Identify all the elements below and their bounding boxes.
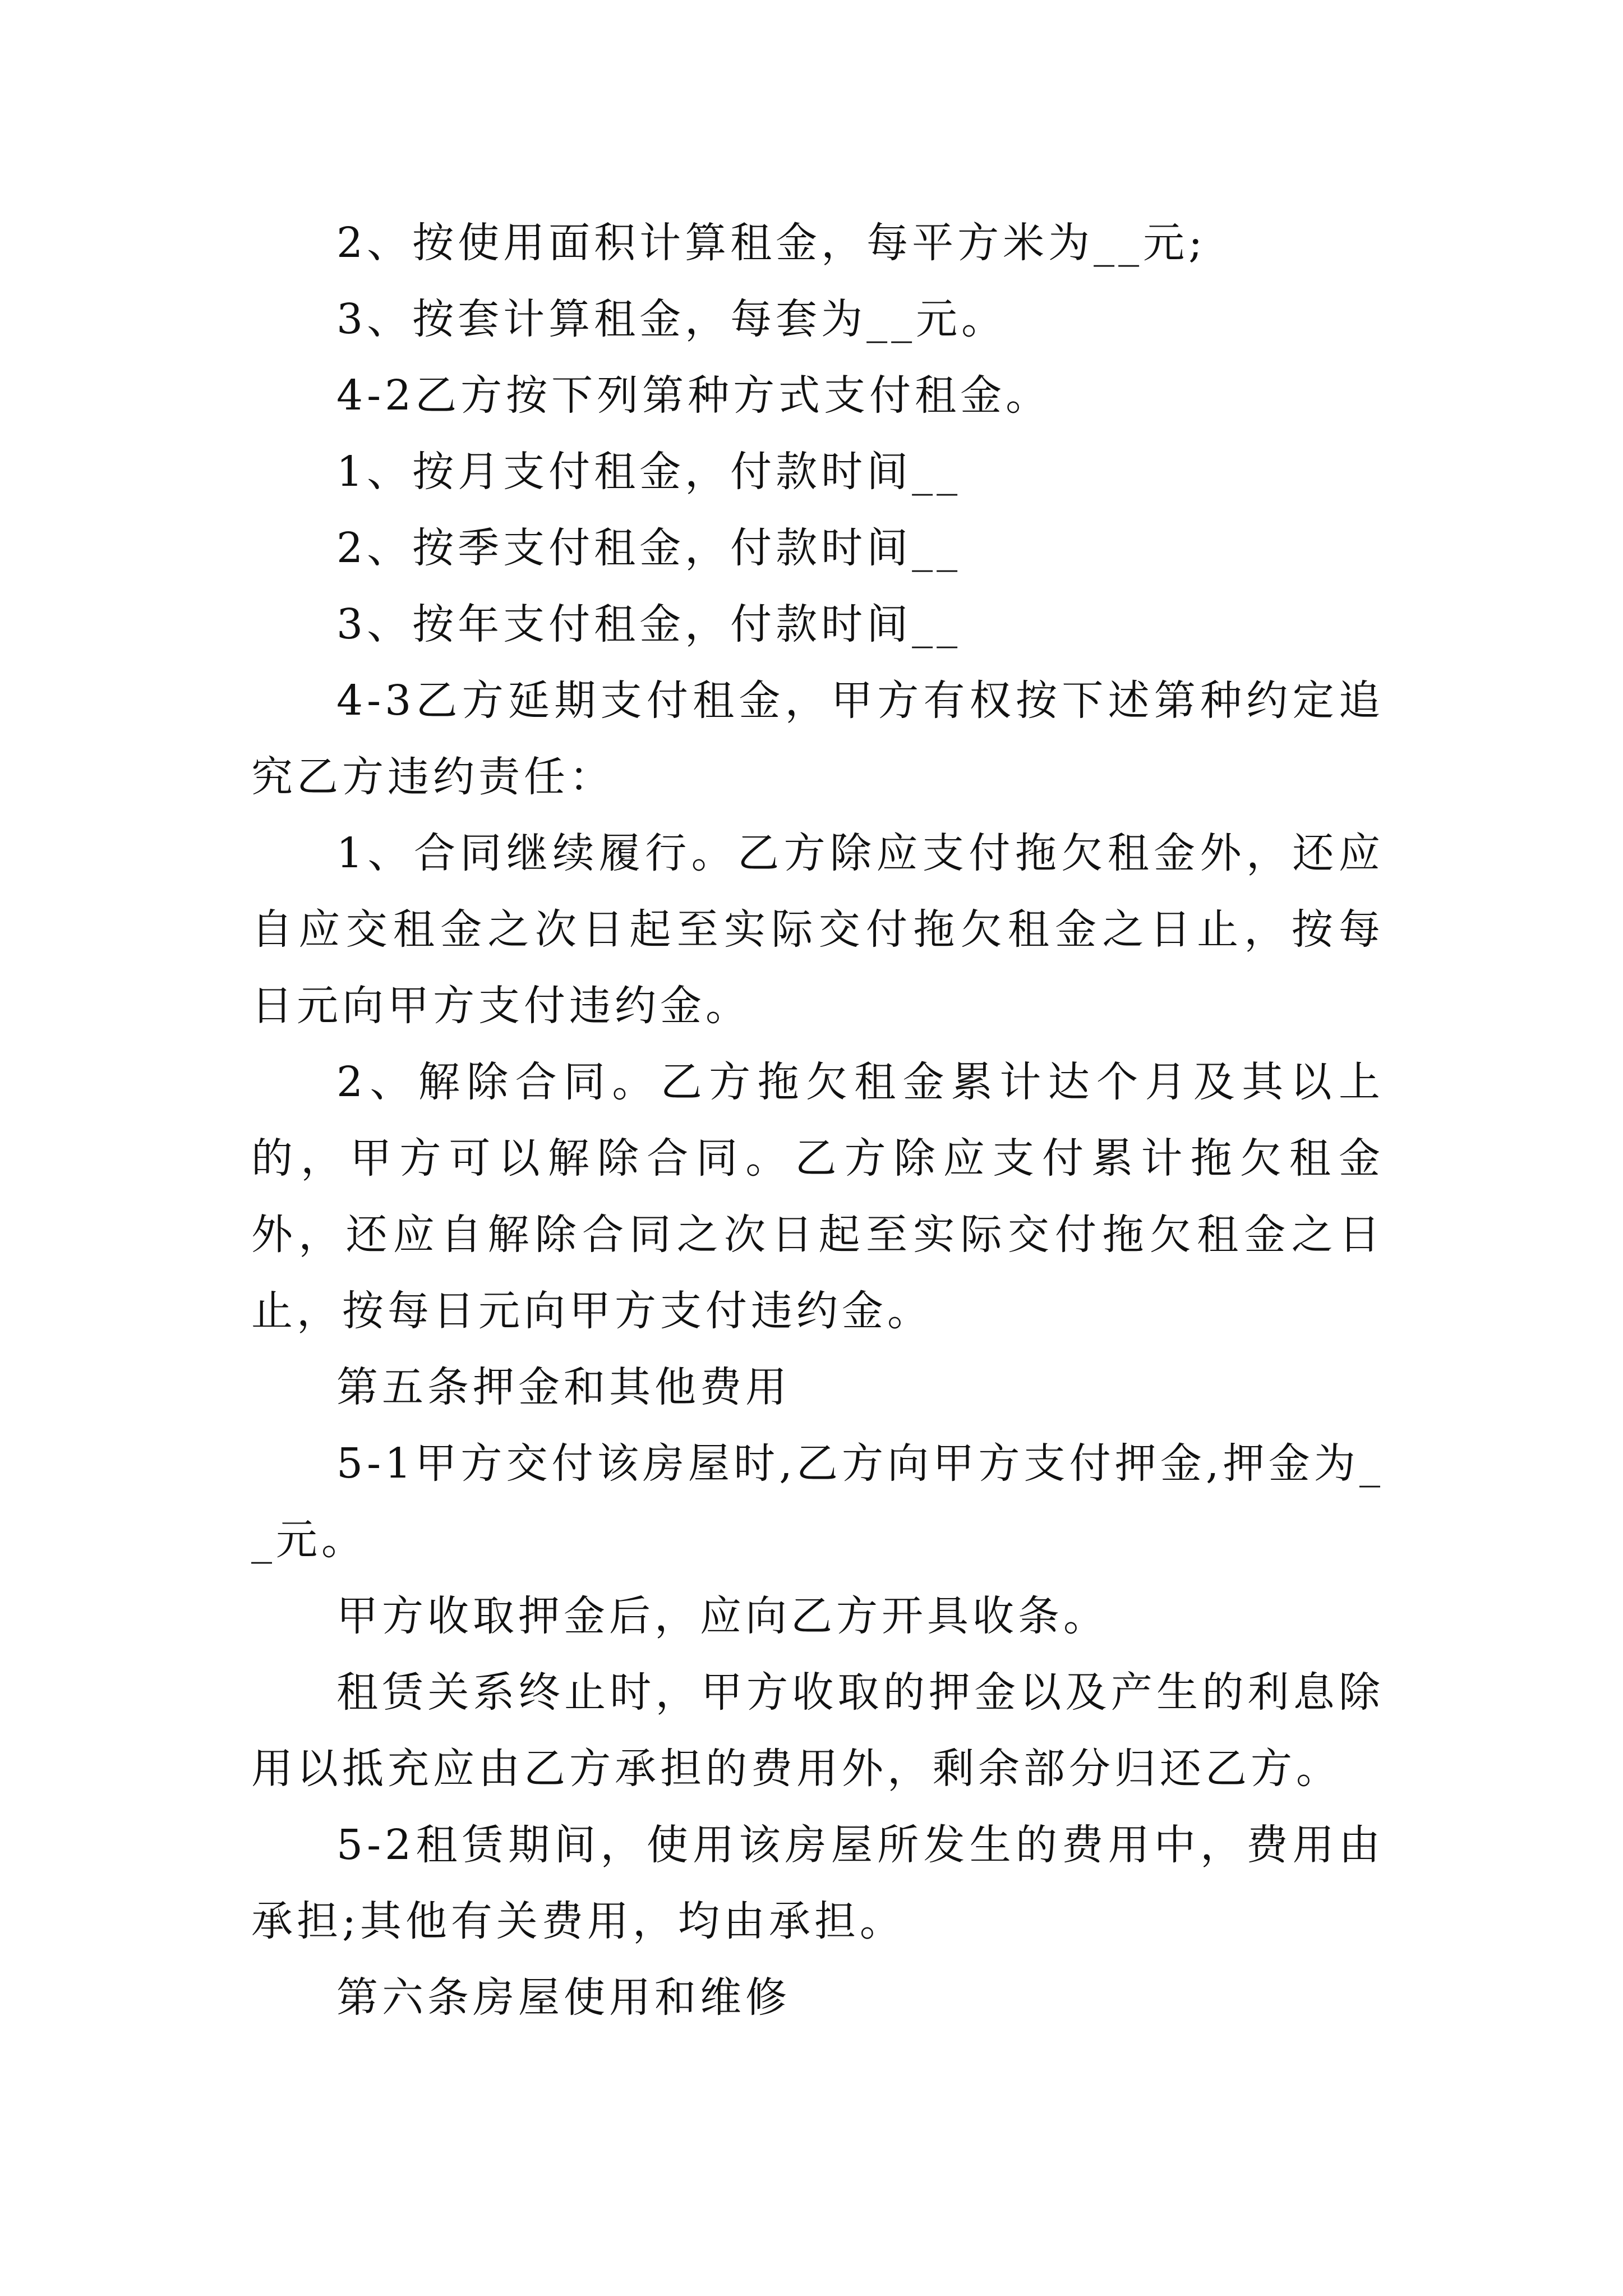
paragraph-clause-5-2: 5-2租赁期间，使用该房屋所发生的费用中，费用由承担;其他有关费用，均由承担。 bbox=[251, 1821, 1384, 1945]
paragraph-quarterly-payment: 2、按季支付租金，付款时间__ bbox=[336, 524, 962, 572]
paragraph-deposit-return: 租赁关系终止时，甲方收取的押金以及产生的利息除用以抵充应由乙方承担的费用外，剩余部分归还乙方。 bbox=[251, 1668, 1384, 1793]
paragraph-clause-4-2: 4-2乙方按下列第种方式支付租金。 bbox=[336, 371, 1052, 420]
paragraph-continue-contract: 1、合同继续履行。乙方除应支付拖欠租金外，还应自应交租金之次日起至实际交付拖欠租金之日止，按每日元向甲方支付违约金。 bbox=[251, 829, 1384, 1030]
section-heading-article-6: 第六条房屋使用和维修 bbox=[336, 1973, 791, 2022]
paragraph-rent-per-sqm: 2、按使用面积计算租金，每平方米为__元; bbox=[336, 219, 1207, 267]
paragraph-clause-5-1: 5-1甲方交付该房屋时,乙方向甲方支付押金,押金为__元。 bbox=[251, 1439, 1384, 1564]
paragraph-terminate-contract: 2、解除合同。乙方拖欠租金累计达个月及其以上的，甲方可以解除合同。乙方除应支付累计拖欠租金外，还应自解除合同之次日起至实际交付拖欠租金之日止，按每日元向甲方支付违约金。 bbox=[251, 1058, 1384, 1335]
paragraph-clause-4-3: 4-3乙方延期支付租金，甲方有权按下述第种约定追究乙方违约责任： bbox=[251, 677, 1384, 801]
paragraph-monthly-payment: 1、按月支付租金，付款时间__ bbox=[336, 448, 962, 496]
paragraph-rent-per-unit: 3、按套计算租金，每套为__元。 bbox=[336, 295, 1007, 343]
paragraph-deposit-receipt: 甲方收取押金后，应向乙方开具收条。 bbox=[336, 1592, 1109, 1640]
document-page bbox=[251, 205, 1384, 2036]
paragraph-yearly-payment: 3、按年支付租金，付款时间__ bbox=[336, 600, 962, 648]
section-heading-article-5: 第五条押金和其他费用 bbox=[336, 1363, 791, 1411]
